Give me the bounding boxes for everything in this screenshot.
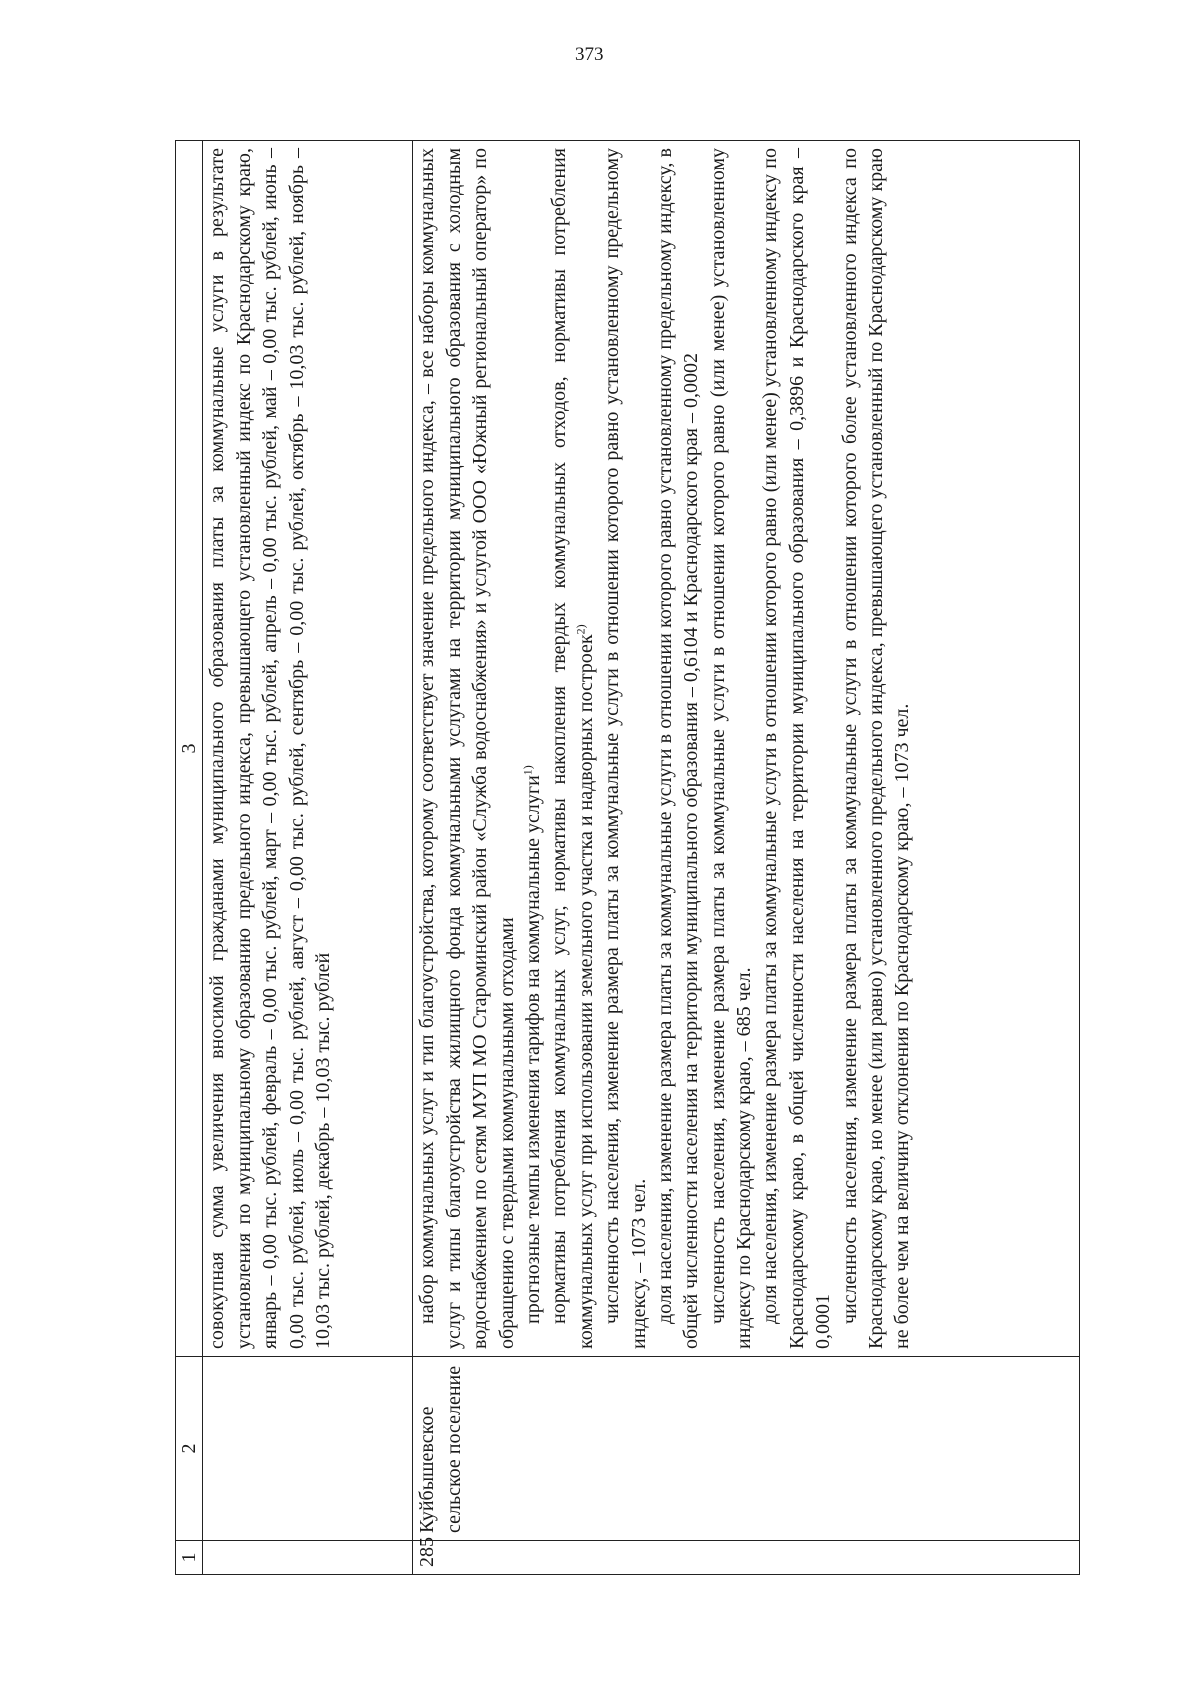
paragraph-population-more: численность населения, изменение размера платы за коммунальные услуги в отношении которого более установленного индекса по Краснодарскому краю, но менее (или равно) установленного предельного индекса, превышающего установленный по Краснодарскому краю не более чем на величину отклонения по Краснодарскому краю, – 1073 чел. <box>838 148 914 1349</box>
row-number-cell <box>203 1541 413 1575</box>
continuation-paragraph: совокупная сумма увеличения вносимой гражданами муниципального образования платы за коммунальные услуги в результате установления по муниципальному образованию предельного индекса, превышающего установленный индекс по Краснодарскому краю, январь – 0,00 тыс. рублей, февраль – 0,00 тыс. рублей, март – 0,00 тыс. рублей, апрель – 0,00 тыс. рублей, май – 0,00 тыс. рублей, июнь – 0,00 тыс. рублей, июль – 0,00 тыс. рублей, август – 0,00 тыс. рублей, сентябрь – 0,00 тыс. рублей, октябрь – 10,03 тыс. рублей, ноябрь – 10,03 тыс. рублей, декабрь – 10,03 тыс. рублей <box>206 148 334 1349</box>
data-table <box>175 140 1080 1575</box>
row-number-cell: 285 <box>413 1541 1080 1575</box>
table-header-row <box>176 141 203 1575</box>
paragraph-population-less: численность населения, изменение размера платы за коммунальные услуги в отношении которого равно (или менее) установленному индексу по Краснодарскому краю, – 685 чел. <box>706 148 756 1349</box>
paragraph-services-set: набор коммунальных услуг и тип благоустройства, которому соответствует значение предельного индекса, – все наборы коммунальных услуг и типы благоустройства жилищного фонда коммунальными услугами на территории муниципального образования с холодным водоснабжением по сетям МУП МО Староминский район «Служба водоснабжения» и услугой ООО «Южный региональный оператор» по обращению с твердыми коммунальными отходами <box>416 148 518 1349</box>
paragraph-tariff-rates: прогнозные темпы изменения тарифов на коммунальные услуги$^{1)}$ <box>520 765 544 1324</box>
footnote-marker: 2) <box>573 624 588 635</box>
header-col-2: 2 <box>176 1357 203 1541</box>
header-col-3: 3 <box>176 141 203 1357</box>
paragraph-share-equal: доля населения, изменение размера платы за коммунальные услуги в отношении которого равно установленному предельному индексу, в общей численности населения на территории муниципального образования – 0,6104 и Краснодарского края – 0,0002 <box>653 148 703 1349</box>
row-name-cell <box>203 1357 413 1541</box>
paragraph-share-less: доля населения, изменение размера платы за коммунальные услуги в отношении которого равно (или менее) установленному индексу по Краснодарскому краю, в общей численности населения на территории муниципального образования – 0,3896 и Краснодарского края – 0,0001 <box>759 148 835 1349</box>
page-number: 373 <box>575 44 604 65</box>
row-details-cell <box>413 141 1080 1357</box>
rotated-table-container <box>175 140 1080 1575</box>
table-row-285 <box>413 141 1080 1575</box>
row-name-cell: Куйбышевское сельское поселение <box>413 1357 1080 1541</box>
header-col-1: 1 <box>176 1541 203 1575</box>
paragraph-norms: нормативы потребления коммунальных услуг, нормативы накопления твердых коммунальных отходов, нормативы потребления коммунальных услуг при использовании земельного участка и надворных построек$^{2)}$ <box>548 148 597 1349</box>
continuation-text-cell <box>203 141 413 1357</box>
paragraph-population-equal: численность населения, изменение размера платы за коммунальные услуги в отношении которого равно установленному предельному индексу, – 1073 чел. <box>601 148 650 1349</box>
footnote-marker: 1) <box>520 765 535 776</box>
table-row-continuation <box>203 141 413 1575</box>
